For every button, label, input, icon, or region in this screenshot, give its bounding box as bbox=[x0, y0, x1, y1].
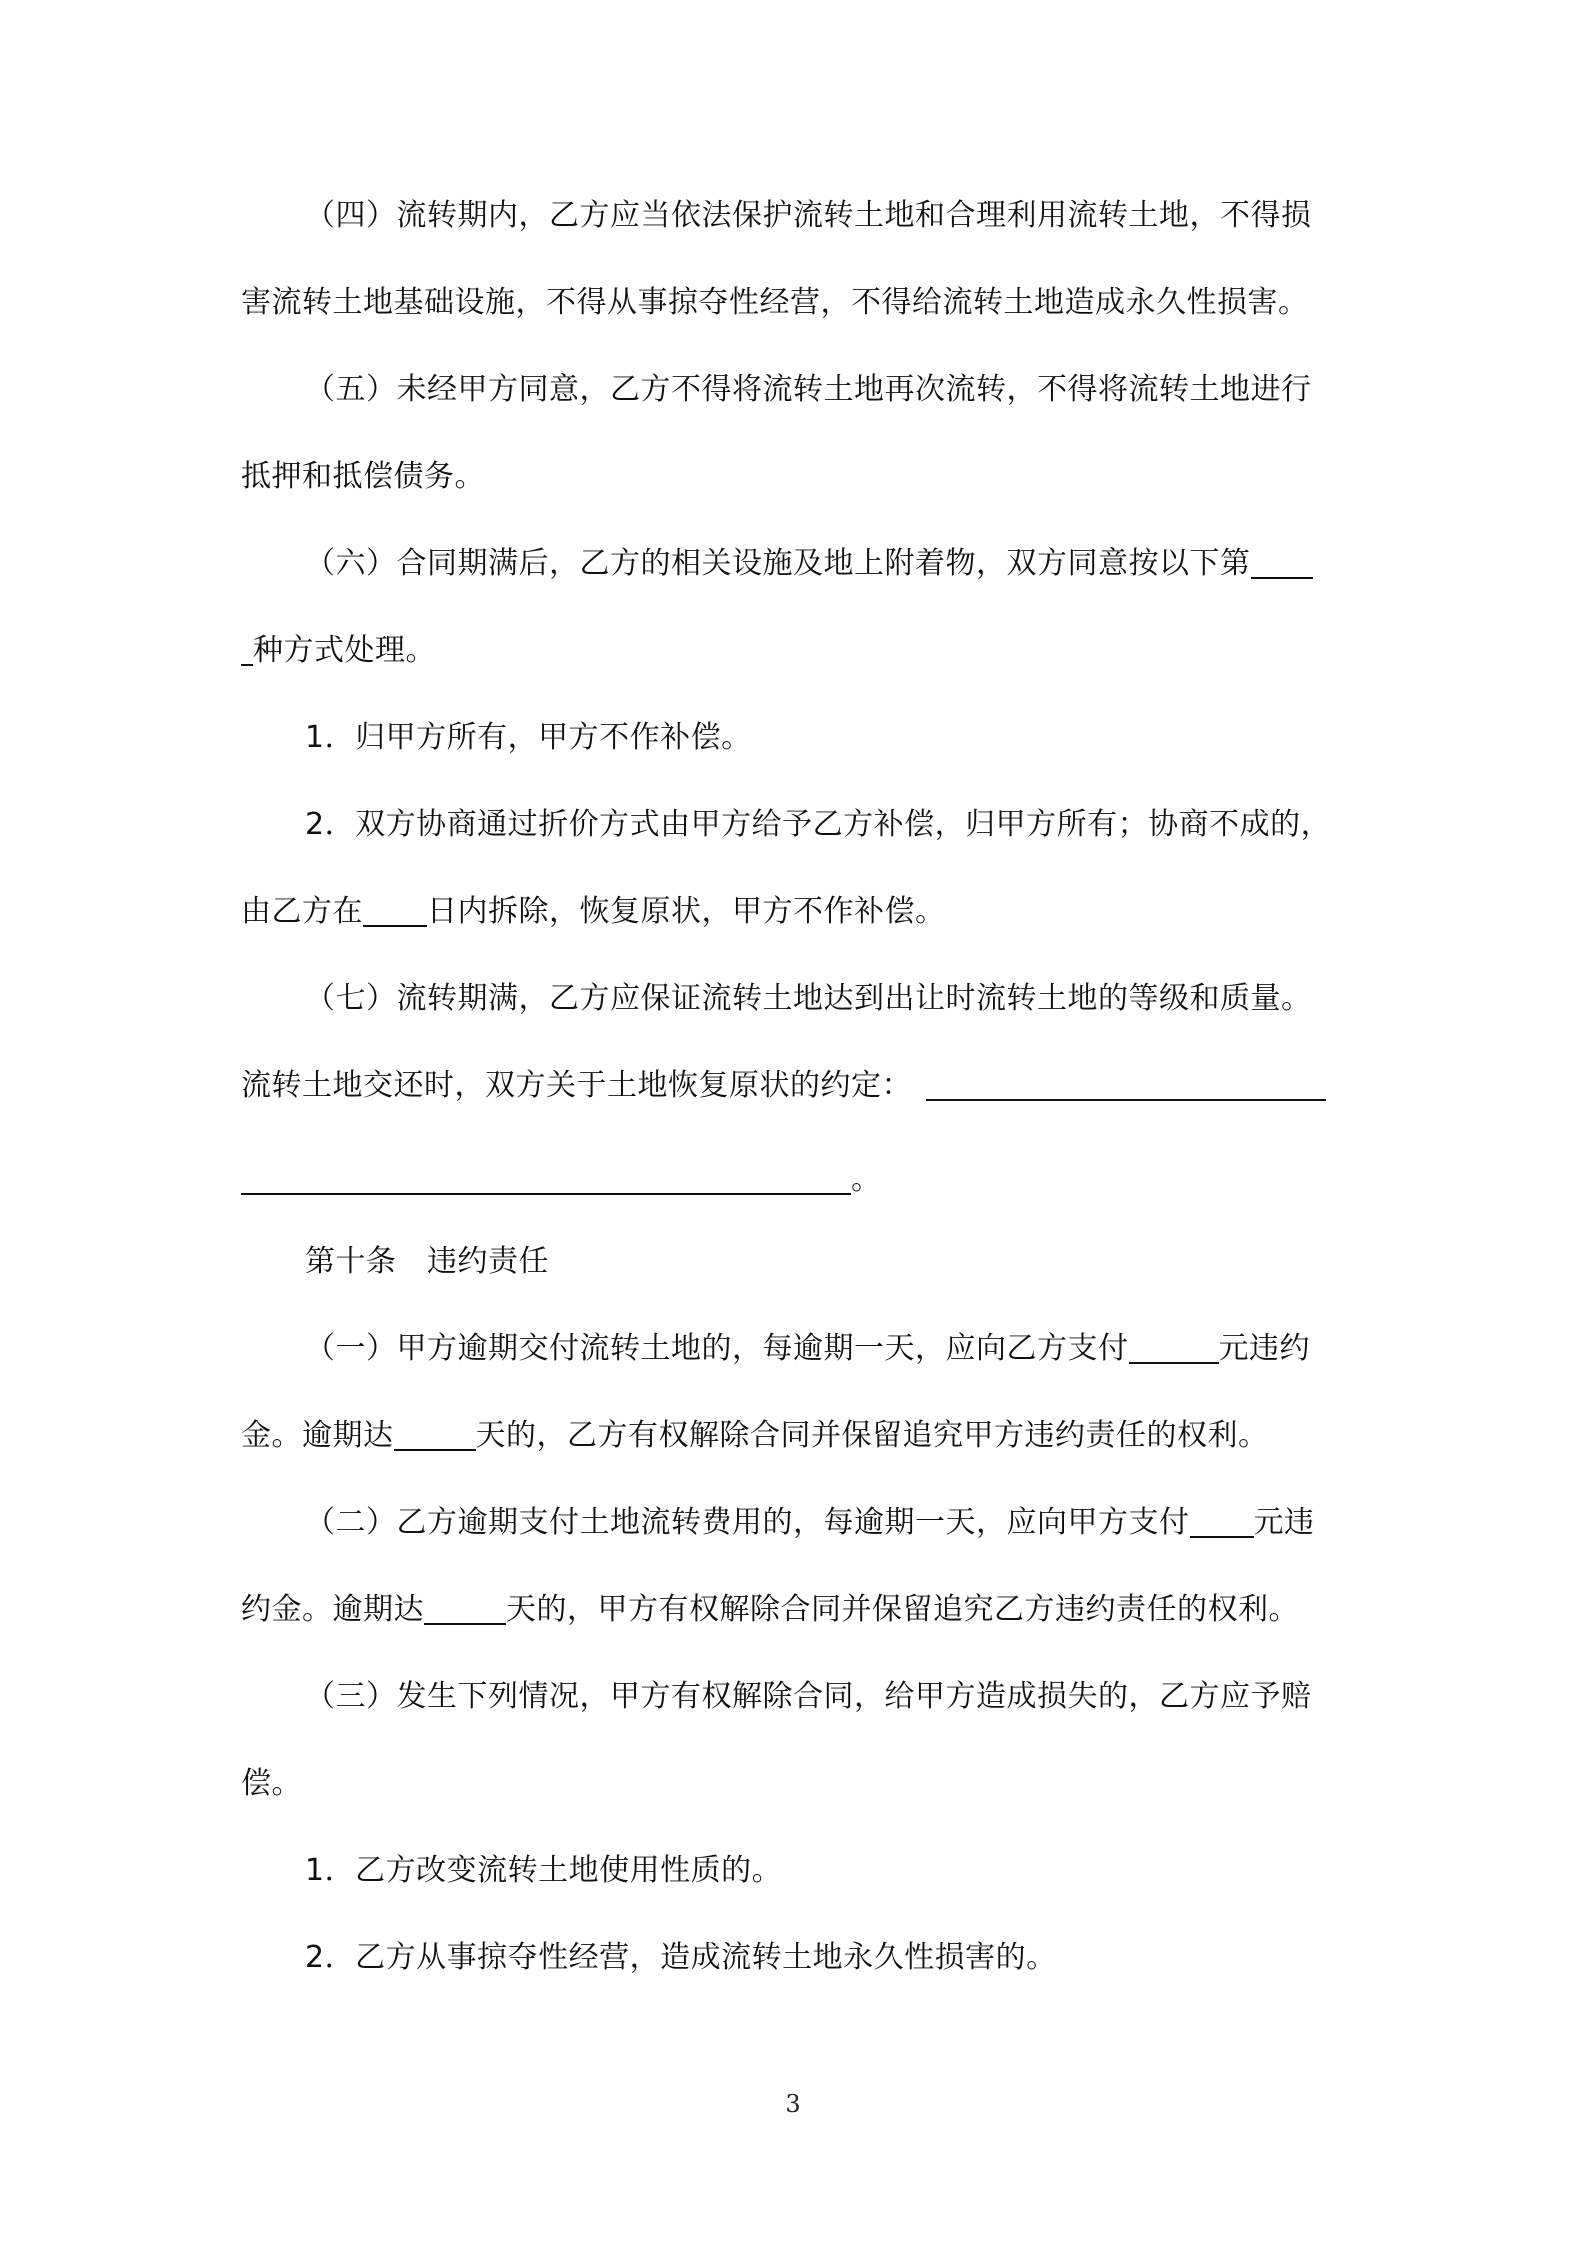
breach-1-text-c: 金。逾期达 bbox=[241, 1418, 394, 1453]
clause-6-text: （六）合同期满后，乙方的相关设施及地上附着物，双方同意按以下第 bbox=[305, 546, 1251, 581]
breach-1-line-1 bbox=[305, 1319, 1361, 1379]
blank-party-b-penalty[interactable] bbox=[1190, 1502, 1254, 1538]
breach-2-text-b: 元违 bbox=[1253, 1505, 1315, 1540]
breach-1-text-b: 元违约 bbox=[1218, 1331, 1310, 1366]
clause-6-line-1 bbox=[305, 534, 1361, 594]
breach-2-line-2 bbox=[241, 1580, 1361, 1640]
option-1: 1．归甲方所有，甲方不作补偿。 bbox=[305, 720, 752, 755]
breach-3-item-1: 1．乙方改变流转土地使用性质的。 bbox=[305, 1853, 783, 1888]
clause-6-text-2: 种方式处理。 bbox=[253, 633, 436, 668]
breach-1-text-a: （一）甲方逾期交付流转土地的，每逾期一天，应向乙方支付 bbox=[305, 1331, 1129, 1366]
blank-party-b-days[interactable] bbox=[424, 1589, 506, 1625]
clause-7-text: 流转土地交还时，双方关于土地恢复原状的约定： bbox=[241, 1068, 912, 1103]
breach-2-line-1 bbox=[305, 1493, 1361, 1553]
clause-4-line-2: 害流转土地基础设施，不得从事掠夺性经营，不得给流转土地造成永久性损害。 bbox=[241, 285, 1309, 320]
blank-party-a-penalty[interactable] bbox=[1129, 1328, 1219, 1364]
clause-6-line-2 bbox=[241, 621, 1361, 681]
clause-5-line-2: 抵押和抵偿债务。 bbox=[241, 459, 485, 494]
clause-7-end: 。 bbox=[851, 1162, 882, 1197]
breach-3-item-2: 2．乙方从事掠夺性经营，造成流转土地永久性损害的。 bbox=[305, 1940, 1057, 1975]
clause-4-line-1: （四）流转期内，乙方应当依法保护流转土地和合理利用流转土地，不得损 bbox=[305, 198, 1312, 233]
page-number: 3 bbox=[785, 2090, 801, 2118]
breach-1-text-d: 天的，乙方有权解除合同并保留追究甲方违约责任的权利。 bbox=[475, 1418, 1269, 1453]
breach-2-text-d: 天的，甲方有权解除合同并保留追究乙方违约责任的权利。 bbox=[506, 1592, 1299, 1627]
breach-1-line-2 bbox=[241, 1406, 1361, 1466]
blank-restoration-agreement-cont[interactable] bbox=[241, 1159, 851, 1195]
breach-2-text-c: 约金。逾期达 bbox=[241, 1592, 424, 1627]
clause-7-line-2 bbox=[241, 1056, 1361, 1116]
option-2-text-a: 由乙方在 bbox=[241, 894, 363, 929]
blank-method-number-cont[interactable] bbox=[241, 630, 253, 666]
blank-party-a-days[interactable] bbox=[394, 1415, 476, 1451]
blank-demolish-days[interactable] bbox=[363, 891, 427, 927]
blank-restoration-agreement[interactable] bbox=[926, 1065, 1326, 1101]
article-10-heading: 第十条 违约责任 bbox=[305, 1244, 549, 1279]
breach-2-text-a: （二）乙方逾期支付土地流转费用的，每逾期一天，应向甲方支付 bbox=[305, 1505, 1190, 1540]
breach-3-line-2: 偿。 bbox=[241, 1766, 302, 1801]
clause-7-line-1: （七）流转期满，乙方应保证流转土地达到出让时流转土地的等级和质量。 bbox=[305, 981, 1312, 1016]
option-2-line-2 bbox=[241, 882, 1361, 942]
option-2-text-b: 日内拆除，恢复原状，甲方不作补偿。 bbox=[427, 894, 946, 929]
option-2-line-1: 2．双方协商通过折价方式由甲方给予乙方补偿，归甲方所有；协商不成的， bbox=[305, 807, 1332, 842]
clause-5-line-1: （五）未经甲方同意，乙方不得将流转土地再次流转，不得将流转土地进行 bbox=[305, 372, 1312, 407]
blank-method-number[interactable] bbox=[1251, 543, 1313, 579]
clause-7-line-3 bbox=[241, 1150, 1361, 1210]
breach-3-line-1: （三）发生下列情况，甲方有权解除合同，给甲方造成损失的，乙方应予赔 bbox=[305, 1679, 1312, 1714]
